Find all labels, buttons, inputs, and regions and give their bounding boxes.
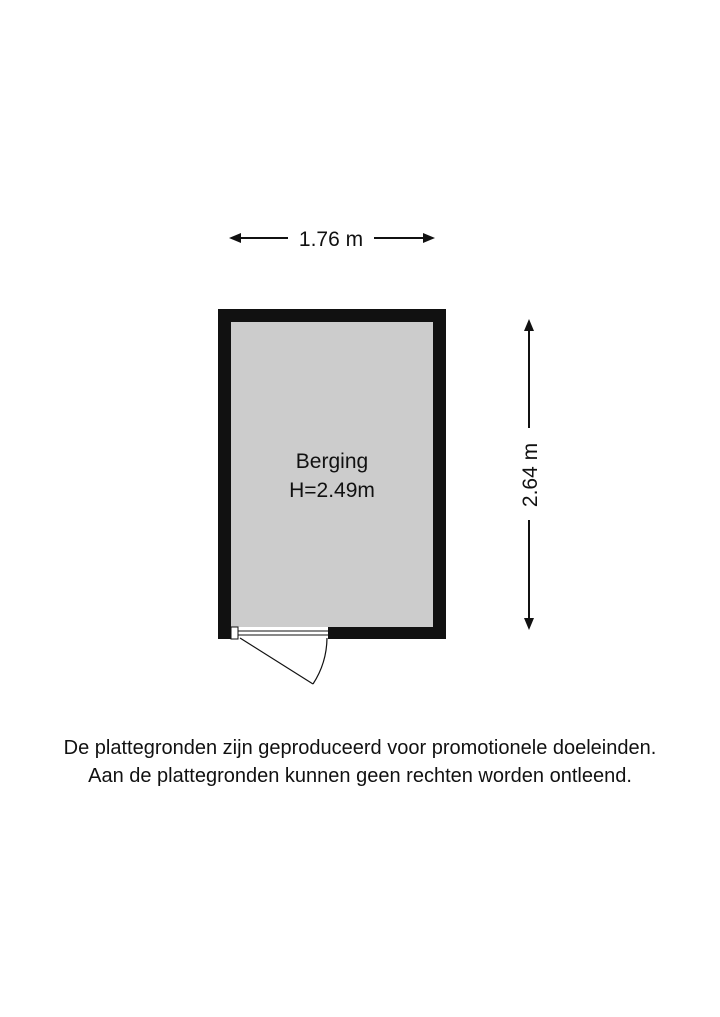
width-dimension xyxy=(229,228,435,251)
door-swing-arc xyxy=(313,638,327,684)
door-leaf xyxy=(240,638,313,684)
door-swing-icon xyxy=(240,638,327,684)
height-arrow-down-icon xyxy=(524,618,534,630)
width-arrow-right-icon xyxy=(423,233,435,243)
room-height-label: H=2.49m xyxy=(289,479,375,502)
disclaimer-line-2: Aan de plattegronden kunnen geen rechten worden ontleend. xyxy=(88,765,632,787)
height-arrow-up-icon xyxy=(524,319,534,331)
height-dimension-label: 2.64 m xyxy=(519,442,542,508)
door-opening xyxy=(238,627,328,639)
height-dimension xyxy=(519,319,542,630)
door-frame-right xyxy=(328,627,335,639)
width-dimension-label: 1.76 m xyxy=(298,228,364,251)
room-berging xyxy=(218,309,446,684)
disclaimer-line-1: De plattegronden zijn geproduceerd voor promotionele doeleinden. xyxy=(63,737,657,759)
room-name: Berging xyxy=(295,450,369,473)
width-arrow-left-icon xyxy=(229,233,241,243)
door-frame-left xyxy=(231,627,238,639)
room-floor xyxy=(231,322,433,627)
